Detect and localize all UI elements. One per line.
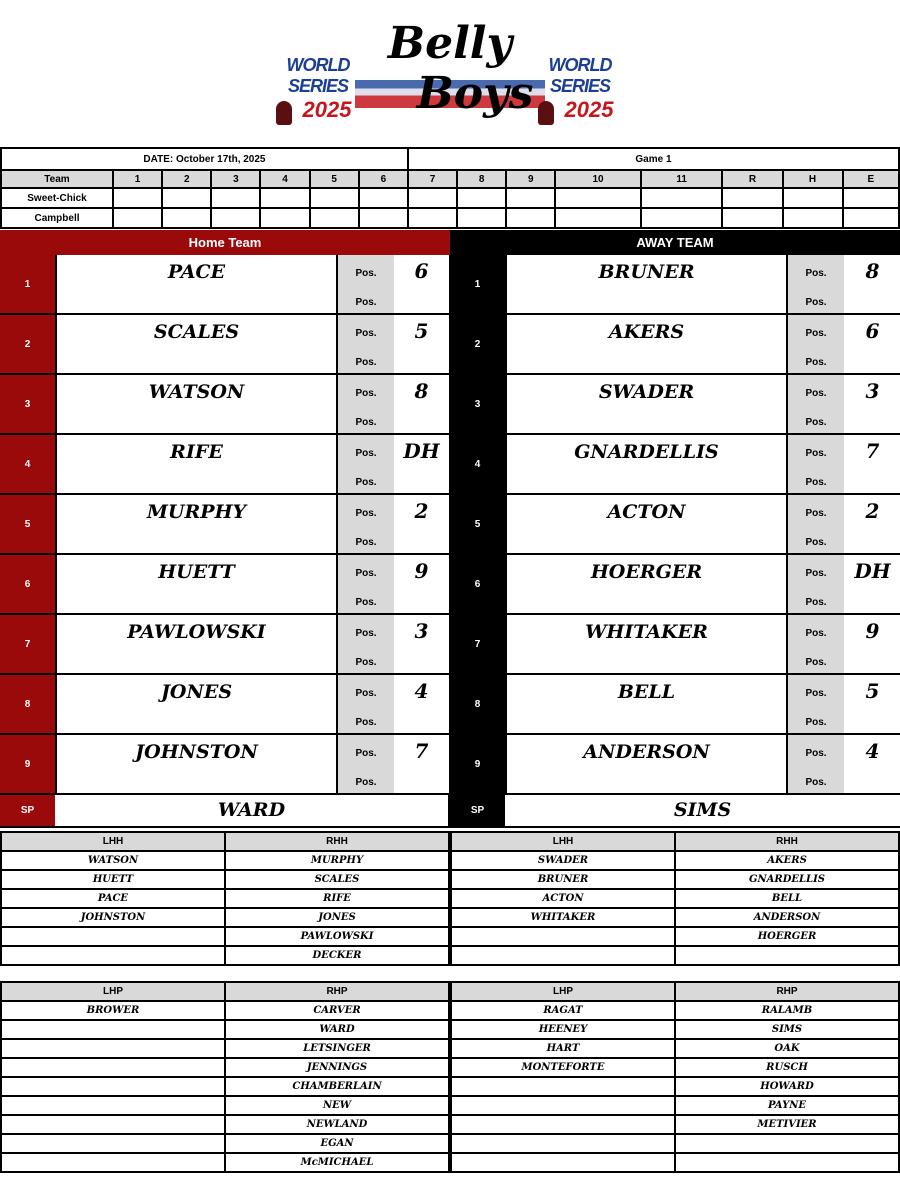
platoon-player: LETSINGER bbox=[225, 1039, 449, 1058]
platoon-player: DECKER bbox=[225, 946, 449, 965]
platoon-header: RHH bbox=[225, 832, 449, 851]
batting-order-number: 2 bbox=[450, 315, 505, 375]
platoon-player: JOHNSTON bbox=[1, 908, 225, 927]
batting-order-number: 1 bbox=[450, 255, 505, 315]
player-name-cell bbox=[505, 315, 788, 375]
belly-boys-logo bbox=[270, 10, 630, 140]
linescore-col-header: 2 bbox=[162, 170, 211, 188]
logo-title-boys: Boys bbox=[416, 68, 534, 119]
platoon-player bbox=[451, 1096, 675, 1115]
lineup-row bbox=[0, 675, 450, 735]
position-label: Pos. bbox=[805, 568, 827, 579]
home-hitters-table bbox=[0, 831, 450, 966]
away-starting-pitcher-row bbox=[450, 795, 900, 828]
position-label-cell bbox=[788, 555, 844, 615]
player-name: SWADER bbox=[598, 381, 695, 403]
platoon-player bbox=[675, 1153, 899, 1172]
position-value: 6 bbox=[844, 315, 900, 375]
platoon-player: MURPHY bbox=[225, 851, 449, 870]
position-label: Pos. bbox=[805, 628, 827, 639]
position-label: Pos. bbox=[805, 388, 827, 399]
position-label-cell bbox=[788, 255, 844, 315]
position-label: Pos. bbox=[805, 477, 827, 488]
position-label: Pos. bbox=[805, 508, 827, 519]
linescore-score-cell[interactable] bbox=[359, 188, 408, 208]
position-label-cell bbox=[338, 315, 394, 375]
world-series-badge-left: WORLD SERIES 2025 bbox=[270, 55, 366, 143]
platoon-player: NEW bbox=[225, 1096, 449, 1115]
position-value: 4 bbox=[844, 735, 900, 795]
player-name-cell bbox=[505, 735, 788, 795]
linescore-col-header: 7 bbox=[408, 170, 457, 188]
platoon-player bbox=[451, 1115, 675, 1134]
platoon-player bbox=[1, 1096, 225, 1115]
linescore-score-cell[interactable] bbox=[162, 188, 211, 208]
away-lineup bbox=[450, 255, 900, 795]
position-label: Pos. bbox=[805, 297, 827, 308]
lineup-row bbox=[450, 555, 900, 615]
linescore-score-cell[interactable] bbox=[359, 208, 408, 228]
world-series-badge-right: WORLD SERIES 2025 bbox=[532, 55, 628, 143]
position-label: Pos. bbox=[805, 417, 827, 428]
position-label: Pos. bbox=[355, 748, 377, 759]
home-starting-pitcher: WARD bbox=[55, 795, 450, 826]
lineup-row bbox=[450, 615, 900, 675]
player-name: WATSON bbox=[148, 381, 245, 403]
platoon-player: RAGAT bbox=[451, 1001, 675, 1020]
linescore-score-cell[interactable] bbox=[722, 188, 782, 208]
platoon-player: RIFE bbox=[225, 889, 449, 908]
player-name: PACE bbox=[167, 261, 226, 283]
linescore-col-header: R bbox=[722, 170, 782, 188]
player-name: GNARDELLIS bbox=[574, 441, 719, 463]
game-number: Game 1 bbox=[408, 148, 899, 170]
linescore-score-cell[interactable] bbox=[113, 188, 162, 208]
linescore-col-header: 11 bbox=[641, 170, 723, 188]
position-label: Pos. bbox=[805, 537, 827, 548]
platoon-player bbox=[1, 927, 225, 946]
player-name: RIFE bbox=[170, 441, 223, 463]
batting-order-number: 4 bbox=[0, 435, 55, 495]
platoon-player: RUSCH bbox=[675, 1058, 899, 1077]
position-label-cell bbox=[338, 615, 394, 675]
position-label: Pos. bbox=[355, 597, 377, 608]
linescore-score-cell[interactable] bbox=[555, 188, 640, 208]
platoon-player: HART bbox=[451, 1039, 675, 1058]
lineup-row bbox=[450, 315, 900, 375]
home-lineup bbox=[0, 255, 450, 795]
position-label: Pos. bbox=[355, 688, 377, 699]
linescore-col-header: Team bbox=[1, 170, 113, 188]
position-label-cell bbox=[788, 615, 844, 675]
player-name-cell bbox=[55, 615, 338, 675]
position-label: Pos. bbox=[805, 717, 827, 728]
player-name-cell bbox=[505, 615, 788, 675]
batting-order-number: 7 bbox=[0, 615, 55, 675]
position-label: Pos. bbox=[805, 688, 827, 699]
platoon-player: HUETT bbox=[1, 870, 225, 889]
linescore-team-name: Sweet-Chick bbox=[1, 188, 113, 208]
platoon-header: LHP bbox=[1, 982, 225, 1001]
position-label-cell bbox=[788, 675, 844, 735]
position-label-cell bbox=[788, 375, 844, 435]
linescore-score-cell[interactable] bbox=[408, 208, 457, 228]
position-label: Pos. bbox=[355, 508, 377, 519]
linescore-col-header: 1 bbox=[113, 170, 162, 188]
platoon-player: HOERGER bbox=[675, 927, 899, 946]
platoon-player bbox=[1, 1153, 225, 1172]
platoon-player: CARVER bbox=[225, 1001, 449, 1020]
lineup-row bbox=[450, 735, 900, 795]
batting-order-number: 6 bbox=[450, 555, 505, 615]
platoon-player bbox=[451, 946, 675, 965]
platoon-player: McMICHAEL bbox=[225, 1153, 449, 1172]
player-name: WHITAKER bbox=[585, 621, 708, 643]
platoon-player bbox=[1, 946, 225, 965]
player-name: MURPHY bbox=[146, 501, 247, 523]
linescore-score-cell[interactable] bbox=[310, 188, 359, 208]
linescore-score-cell[interactable] bbox=[162, 208, 211, 228]
platoon-player: SCALES bbox=[225, 870, 449, 889]
position-label-cell bbox=[788, 435, 844, 495]
position-label-cell bbox=[338, 735, 394, 795]
batting-order-number: 7 bbox=[450, 615, 505, 675]
platoon-player bbox=[675, 1134, 899, 1153]
batting-order-number: 8 bbox=[0, 675, 55, 735]
linescore-score-cell[interactable] bbox=[506, 208, 555, 228]
linescore-col-header: 3 bbox=[211, 170, 260, 188]
position-label-cell bbox=[788, 495, 844, 555]
home-team-banner: Home Team bbox=[0, 230, 450, 255]
game-date: DATE: October 17th, 2025 bbox=[1, 148, 408, 170]
position-value: DH bbox=[844, 555, 900, 615]
player-name: AKERS bbox=[608, 321, 685, 343]
lineup-row bbox=[450, 435, 900, 495]
position-label: Pos. bbox=[355, 777, 377, 788]
player-name-cell bbox=[505, 255, 788, 315]
linescore-score-cell[interactable] bbox=[211, 208, 260, 228]
platoon-player: GNARDELLIS bbox=[675, 870, 899, 889]
position-label: Pos. bbox=[805, 357, 827, 368]
platoon-header: RHP bbox=[225, 982, 449, 1001]
position-label: Pos. bbox=[355, 628, 377, 639]
linescore-score-cell[interactable] bbox=[641, 208, 723, 228]
platoon-player: BRUNER bbox=[451, 870, 675, 889]
player-name: JOHNSTON bbox=[135, 741, 258, 763]
batting-order-number: 6 bbox=[0, 555, 55, 615]
linescore-col-header: 8 bbox=[457, 170, 506, 188]
lineup-row bbox=[0, 555, 450, 615]
position-value: 2 bbox=[394, 495, 451, 555]
linescore-score-cell[interactable] bbox=[506, 188, 555, 208]
platoon-player: METIVIER bbox=[675, 1115, 899, 1134]
position-label-cell bbox=[338, 375, 394, 435]
linescore-score-cell[interactable] bbox=[783, 208, 843, 228]
lineup-row bbox=[450, 495, 900, 555]
away-starting-pitcher: SIMS bbox=[673, 799, 732, 821]
position-label-cell bbox=[788, 315, 844, 375]
away-pitchers-table bbox=[450, 981, 900, 1173]
position-label-cell bbox=[338, 435, 394, 495]
position-value: 8 bbox=[844, 255, 900, 315]
lineup-row bbox=[450, 675, 900, 735]
player-name-cell bbox=[55, 375, 338, 435]
home-pitchers-table bbox=[0, 981, 450, 1173]
linescore-score-cell[interactable] bbox=[310, 208, 359, 228]
platoon-player bbox=[451, 927, 675, 946]
position-value: 8 bbox=[394, 375, 451, 435]
linescore-col-header: E bbox=[843, 170, 899, 188]
platoon-player: ACTON bbox=[451, 889, 675, 908]
platoon-player: RALAMB bbox=[675, 1001, 899, 1020]
player-name-cell bbox=[505, 675, 788, 735]
platoon-header: RHP bbox=[675, 982, 899, 1001]
platoon-player: WATSON bbox=[1, 851, 225, 870]
player-name: JONES bbox=[160, 681, 233, 703]
platoon-player bbox=[1, 1134, 225, 1153]
position-value: 3 bbox=[844, 375, 900, 435]
position-label: Pos. bbox=[805, 597, 827, 608]
batting-order-number: 3 bbox=[450, 375, 505, 435]
position-value: 4 bbox=[394, 675, 451, 735]
batting-order-number: 1 bbox=[0, 255, 55, 315]
position-label: Pos. bbox=[805, 748, 827, 759]
platoon-player bbox=[451, 1077, 675, 1096]
sp-label: SP bbox=[0, 795, 55, 826]
platoon-player bbox=[1, 1077, 225, 1096]
platoon-player bbox=[1, 1039, 225, 1058]
player-name: ACTON bbox=[607, 501, 686, 523]
player-name: HUETT bbox=[158, 561, 235, 583]
knight-mascot-icon bbox=[276, 101, 292, 125]
position-label: Pos. bbox=[355, 328, 377, 339]
linescore-col-header: 9 bbox=[506, 170, 555, 188]
position-label-cell bbox=[788, 735, 844, 795]
linescore-col-header: 10 bbox=[555, 170, 640, 188]
position-value: DH bbox=[394, 435, 451, 495]
player-name-cell bbox=[505, 435, 788, 495]
platoon-player: HEENEY bbox=[451, 1020, 675, 1039]
position-value: 9 bbox=[844, 615, 900, 675]
platoon-player: EGAN bbox=[225, 1134, 449, 1153]
linescore-score-cell[interactable] bbox=[555, 208, 640, 228]
platoon-player: BELL bbox=[675, 889, 899, 908]
linescore-score-cell[interactable] bbox=[843, 188, 899, 208]
batting-order-number: 3 bbox=[0, 375, 55, 435]
lineup-row bbox=[0, 435, 450, 495]
position-label-cell bbox=[338, 675, 394, 735]
player-name: PAWLOWSKI bbox=[127, 621, 266, 643]
away-team-banner: AWAY TEAM bbox=[450, 230, 900, 255]
platoon-player bbox=[451, 1153, 675, 1172]
position-label: Pos. bbox=[355, 448, 377, 459]
player-name-cell bbox=[55, 735, 338, 795]
platoon-player bbox=[1, 1058, 225, 1077]
platoon-player: ANDERSON bbox=[675, 908, 899, 927]
lineup-row bbox=[450, 375, 900, 435]
platoon-player: JENNINGS bbox=[225, 1058, 449, 1077]
position-label: Pos. bbox=[355, 388, 377, 399]
linescore-score-cell[interactable] bbox=[457, 188, 506, 208]
position-label: Pos. bbox=[355, 537, 377, 548]
position-value: 2 bbox=[844, 495, 900, 555]
linescore-score-cell[interactable] bbox=[783, 188, 843, 208]
batting-order-number: 5 bbox=[450, 495, 505, 555]
lineup-row bbox=[0, 615, 450, 675]
position-value: 5 bbox=[844, 675, 900, 735]
logo-title-belly: Belly bbox=[387, 18, 513, 69]
platoon-player: MONTEFORTE bbox=[451, 1058, 675, 1077]
lineup-row bbox=[0, 735, 450, 795]
player-name-cell bbox=[505, 375, 788, 435]
platoon-player bbox=[1, 1020, 225, 1039]
position-label: Pos. bbox=[355, 297, 377, 308]
lineup-row bbox=[0, 315, 450, 375]
platoon-player: BROWER bbox=[1, 1001, 225, 1020]
position-label: Pos. bbox=[805, 328, 827, 339]
platoon-player: HOWARD bbox=[675, 1077, 899, 1096]
player-name: HOERGER bbox=[590, 561, 703, 583]
position-label: Pos. bbox=[355, 717, 377, 728]
player-name-cell bbox=[55, 255, 338, 315]
player-name-cell bbox=[55, 555, 338, 615]
player-name-cell bbox=[55, 675, 338, 735]
position-label: Pos. bbox=[355, 357, 377, 368]
batting-order-number: 4 bbox=[450, 435, 505, 495]
lineup-row bbox=[0, 495, 450, 555]
position-label: Pos. bbox=[355, 657, 377, 668]
player-name-cell bbox=[505, 555, 788, 615]
platoon-player: SIMS bbox=[675, 1020, 899, 1039]
batting-order-number: 2 bbox=[0, 315, 55, 375]
linescore-score-cell[interactable] bbox=[408, 188, 457, 208]
position-label-cell bbox=[338, 255, 394, 315]
lineup-row bbox=[450, 255, 900, 315]
platoon-header: LHP bbox=[451, 982, 675, 1001]
position-value: 6 bbox=[394, 255, 451, 315]
position-value: 5 bbox=[394, 315, 451, 375]
position-label: Pos. bbox=[355, 417, 377, 428]
line-score-table bbox=[0, 147, 900, 229]
linescore-score-cell[interactable] bbox=[722, 208, 782, 228]
position-value: 7 bbox=[394, 735, 451, 795]
platoon-player bbox=[1, 1115, 225, 1134]
platoon-player: CHAMBERLAIN bbox=[225, 1077, 449, 1096]
linescore-col-header: H bbox=[783, 170, 843, 188]
platoon-player: PAYNE bbox=[675, 1096, 899, 1115]
linescore-team-name: Campbell bbox=[1, 208, 113, 228]
linescore-score-cell[interactable] bbox=[843, 208, 899, 228]
batting-order-number: 8 bbox=[450, 675, 505, 735]
platoon-player: PACE bbox=[1, 889, 225, 908]
position-label: Pos. bbox=[805, 268, 827, 279]
platoon-player: WARD bbox=[225, 1020, 449, 1039]
player-name-cell bbox=[505, 495, 788, 555]
platoon-player bbox=[675, 946, 899, 965]
position-value: 3 bbox=[394, 615, 451, 675]
player-name-cell bbox=[55, 315, 338, 375]
player-name: BRUNER bbox=[598, 261, 695, 283]
batting-order-number: 5 bbox=[0, 495, 55, 555]
away-hitters-table bbox=[450, 831, 900, 966]
lineup-row bbox=[0, 375, 450, 435]
position-label: Pos. bbox=[805, 657, 827, 668]
linescore-score-cell[interactable] bbox=[457, 208, 506, 228]
platoon-player: SWADER bbox=[451, 851, 675, 870]
linescore-score-cell[interactable] bbox=[211, 188, 260, 208]
linescore-score-cell[interactable] bbox=[260, 208, 309, 228]
position-label-cell bbox=[338, 495, 394, 555]
platoon-player: WHITAKER bbox=[451, 908, 675, 927]
platoon-header: RHH bbox=[675, 832, 899, 851]
position-label: Pos. bbox=[805, 777, 827, 788]
player-name: BELL bbox=[617, 681, 676, 703]
linescore-score-cell[interactable] bbox=[260, 188, 309, 208]
position-label: Pos. bbox=[355, 477, 377, 488]
platoon-player: OAK bbox=[675, 1039, 899, 1058]
player-name: SCALES bbox=[153, 321, 240, 343]
platoon-player bbox=[451, 1134, 675, 1153]
platoon-player: PAWLOWSKI bbox=[225, 927, 449, 946]
platoon-header: LHH bbox=[1, 832, 225, 851]
platoon-player: JONES bbox=[225, 908, 449, 927]
platoon-player: NEWLAND bbox=[225, 1115, 449, 1134]
player-name: ANDERSON bbox=[583, 741, 710, 763]
lineup-row bbox=[0, 255, 450, 315]
position-label-cell bbox=[338, 555, 394, 615]
home-starting-pitcher-row bbox=[0, 795, 450, 828]
linescore-col-header: 4 bbox=[260, 170, 309, 188]
position-value: 9 bbox=[394, 555, 451, 615]
sp-label: SP bbox=[450, 795, 505, 826]
player-name-cell bbox=[55, 495, 338, 555]
position-value: 7 bbox=[844, 435, 900, 495]
batting-order-number: 9 bbox=[450, 735, 505, 795]
linescore-col-header: 5 bbox=[310, 170, 359, 188]
batting-order-number: 9 bbox=[0, 735, 55, 795]
linescore-score-cell[interactable] bbox=[641, 188, 723, 208]
linescore-score-cell[interactable] bbox=[113, 208, 162, 228]
position-label: Pos. bbox=[355, 568, 377, 579]
platoon-player: AKERS bbox=[675, 851, 899, 870]
position-label: Pos. bbox=[805, 448, 827, 459]
player-name-cell bbox=[55, 435, 338, 495]
linescore-col-header: 6 bbox=[359, 170, 408, 188]
position-label: Pos. bbox=[355, 268, 377, 279]
platoon-header: LHH bbox=[451, 832, 675, 851]
